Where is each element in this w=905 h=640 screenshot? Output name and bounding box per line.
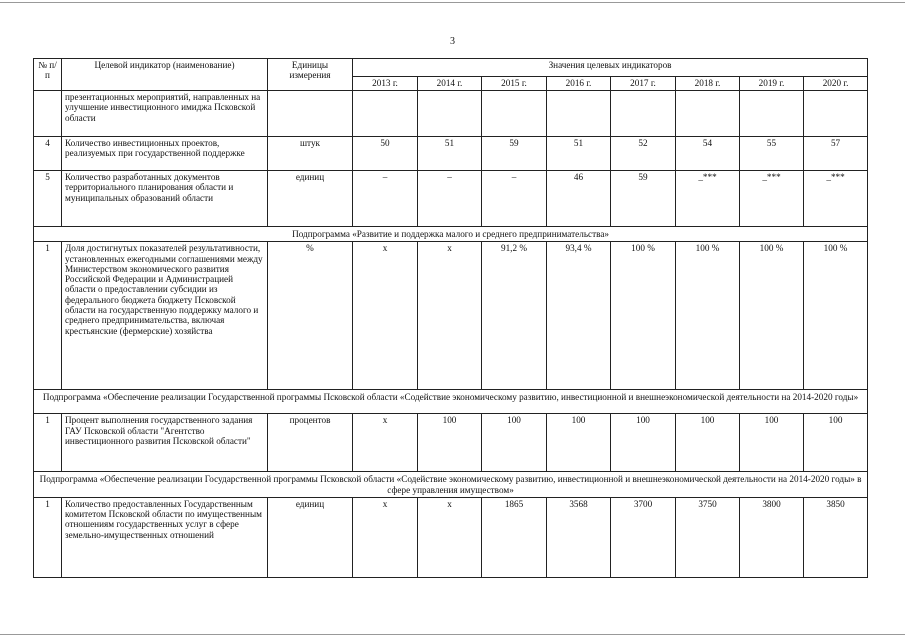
value-cell: 100 xyxy=(676,414,740,472)
table-row xyxy=(34,91,868,137)
indicator-name: Количество разработанных документов территориального планирования области и муниципальных образований области xyxy=(62,171,268,227)
header-values: Значения целевых индикаторов xyxy=(353,59,868,77)
table-row xyxy=(34,497,868,577)
value-cell: 52 xyxy=(611,137,676,171)
value-cell: х xyxy=(353,497,418,577)
value-cell: 59 xyxy=(611,171,676,227)
value-cell xyxy=(353,91,418,137)
value-cell: – xyxy=(418,171,482,227)
value-cell: 100 xyxy=(547,414,611,472)
table-header xyxy=(34,59,868,91)
unit-cell: единиц xyxy=(268,171,353,227)
value-cell: _*** xyxy=(740,171,804,227)
value-cell: 54 xyxy=(676,137,740,171)
table-row xyxy=(34,414,868,472)
value-cell: _*** xyxy=(804,171,868,227)
value-cell: 100 % xyxy=(740,242,804,390)
value-cell: 3800 xyxy=(740,497,804,577)
value-cell xyxy=(611,91,676,137)
subprogram-title: Подпрограмма «Развитие и поддержка малого и среднего предпринимательства» xyxy=(34,227,868,242)
value-cell: 3568 xyxy=(547,497,611,577)
value-cell: 91,2 % xyxy=(482,242,547,390)
header-year: 2014 г. xyxy=(418,77,482,91)
indicator-name: Количество предоставленных Государственным комитетом Псковской области по имущественным отношениям государственных услуг в сфере земельно-имущественных отношений xyxy=(62,497,268,577)
unit-cell: % xyxy=(268,242,353,390)
header-number: № п/п xyxy=(34,59,62,91)
subprogram-row xyxy=(34,390,868,414)
page-number: 3 xyxy=(450,36,455,47)
header-unit: Единицы измерения xyxy=(268,59,353,91)
value-cell xyxy=(547,91,611,137)
value-cell: 51 xyxy=(547,137,611,171)
row-number: 1 xyxy=(34,242,62,390)
value-cell: – xyxy=(353,171,418,227)
indicator-name: презентационных мероприятий, направленных на улучшение инвестиционного имиджа Псковской области xyxy=(62,91,268,137)
indicator-name: Количество инвестиционных проектов, реализуемых при государственной поддержке xyxy=(62,137,268,171)
value-cell: х xyxy=(353,242,418,390)
value-cell: 51 xyxy=(418,137,482,171)
header-year: 2020 г. xyxy=(804,77,868,91)
row-number: 4 xyxy=(34,137,62,171)
header-year: 2016 г. xyxy=(547,77,611,91)
header-year: 2015 г. xyxy=(482,77,547,91)
value-cell: _*** xyxy=(676,171,740,227)
value-cell: 100 xyxy=(804,414,868,472)
row-number: 1 xyxy=(34,497,62,577)
value-cell: 1865 xyxy=(482,497,547,577)
row-number xyxy=(34,91,62,137)
value-cell: 100 xyxy=(482,414,547,472)
value-cell xyxy=(676,91,740,137)
value-cell xyxy=(804,91,868,137)
unit-cell: единиц xyxy=(268,497,353,577)
value-cell: 100 xyxy=(740,414,804,472)
table-row xyxy=(34,137,868,171)
value-cell: 55 xyxy=(740,137,804,171)
value-cell: 100 % xyxy=(676,242,740,390)
unit-cell: штук xyxy=(268,137,353,171)
header-indicator-name: Целевой индикатор (наименование) xyxy=(62,59,268,91)
value-cell: 3750 xyxy=(676,497,740,577)
row-number: 5 xyxy=(34,171,62,227)
value-cell: 59 xyxy=(482,137,547,171)
value-cell xyxy=(482,91,547,137)
unit-cell: процентов xyxy=(268,414,353,472)
table-row xyxy=(34,171,868,227)
header-year: 2013 г. xyxy=(353,77,418,91)
subprogram-title: Подпрограмма «Обеспечение реализации Государственной программы Псковской области «Содействие экономическому развитию, инвестиционной и внешнеэкономической деятельности на 2014-2020 годы» в сфере управления имуществом» xyxy=(34,472,868,498)
value-cell: 3850 xyxy=(804,497,868,577)
value-cell: 50 xyxy=(353,137,418,171)
value-cell: х xyxy=(353,414,418,472)
value-cell: 46 xyxy=(547,171,611,227)
value-cell: – xyxy=(482,171,547,227)
header-year: 2018 г. xyxy=(676,77,740,91)
value-cell: 100 % xyxy=(611,242,676,390)
subprogram-row xyxy=(34,227,868,242)
scan-edge-top xyxy=(0,2,905,3)
value-cell: 100 xyxy=(611,414,676,472)
value-cell: 57 xyxy=(804,137,868,171)
indicators-table xyxy=(33,58,868,578)
value-cell: 3700 xyxy=(611,497,676,577)
subprogram-title: Подпрограмма «Обеспечение реализации Государственной программы Псковской области «Содействие экономическому развитию, инвестиционной и внешнеэкономической деятельности на 2014-2020 годы» xyxy=(34,390,868,414)
indicator-name: Процент выполнения государственного задания ГАУ Псковской области "Агентство инвестиционного развития Псковской области" xyxy=(62,414,268,472)
value-cell: 100 xyxy=(418,414,482,472)
value-cell: 100 % xyxy=(804,242,868,390)
value-cell xyxy=(418,91,482,137)
header-year: 2017 г. xyxy=(611,77,676,91)
row-number: 1 xyxy=(34,414,62,472)
indicator-name: Доля достигнутых показателей результативности, установленных ежегодными соглашениями между Министерством экономического развития Российской Федерации и Администрацией области о предоставлении субсидии из федерального бюджета бюджету Псковской области на государственную поддержку малого и среднего предпринимательства, включая крестьянские (фермерские) хозяйства xyxy=(62,242,268,390)
header-year: 2019 г. xyxy=(740,77,804,91)
table-row xyxy=(34,242,868,390)
scan-edge-bottom xyxy=(0,634,905,635)
value-cell: х xyxy=(418,497,482,577)
value-cell: 93,4 % xyxy=(547,242,611,390)
subprogram-row xyxy=(34,472,868,498)
value-cell xyxy=(740,91,804,137)
unit-cell xyxy=(268,91,353,137)
value-cell: х xyxy=(418,242,482,390)
